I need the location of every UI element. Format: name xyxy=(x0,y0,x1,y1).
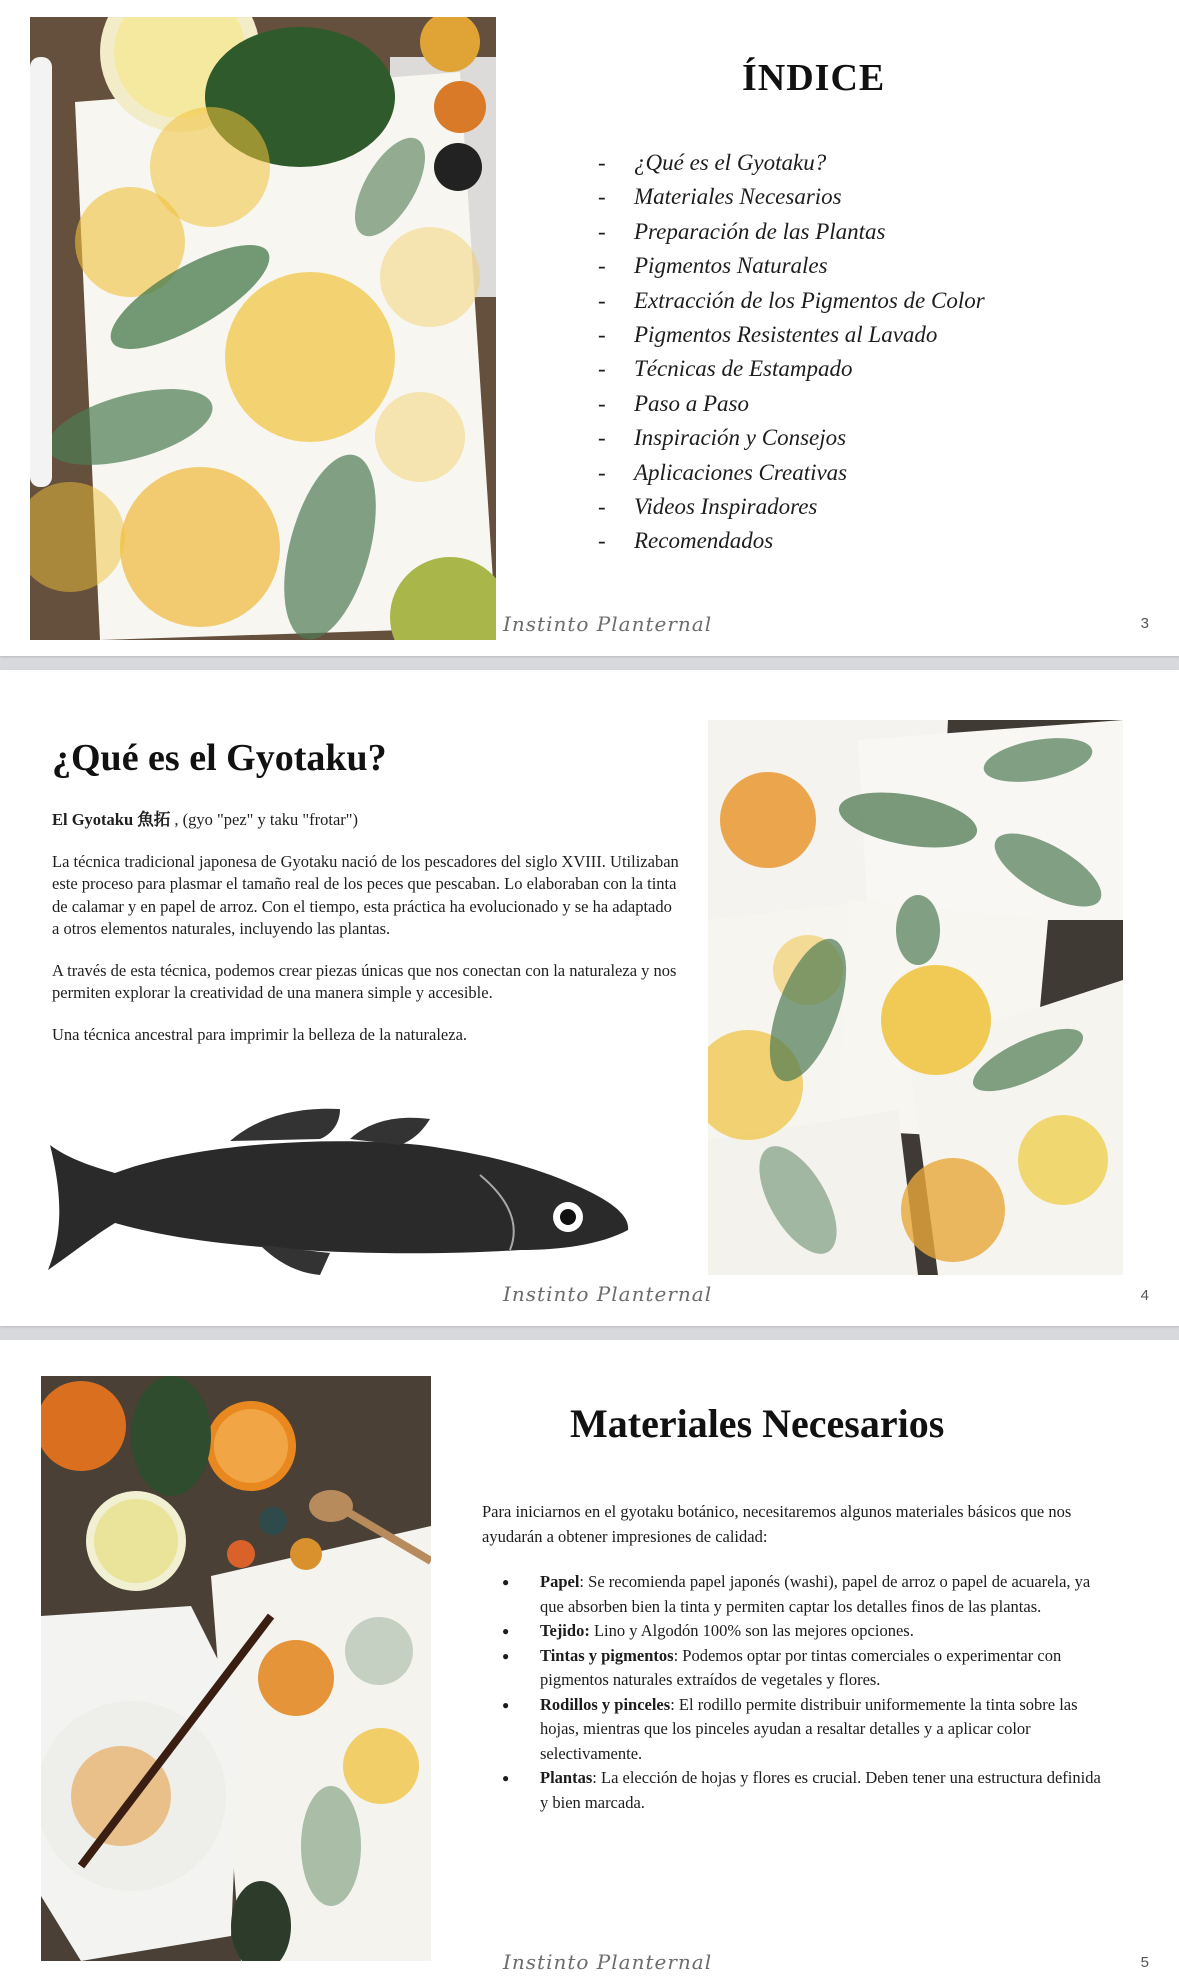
toc-item[interactable]: - Videos Inspiradores xyxy=(598,494,818,520)
toc-item[interactable]: - ¿Qué es el Gyotaku? xyxy=(598,150,827,175)
toc-item[interactable]: - Técnicas de Estampado xyxy=(598,356,853,382)
materials-list xyxy=(482,1570,1102,1815)
botanical-print-photo xyxy=(30,17,496,640)
signature-logo: Instinto Planternal xyxy=(503,1282,713,1306)
lead-line: El Gyotaku 魚拓 , (gyo "pez" y taku "frotar") xyxy=(52,810,359,829)
materials-flatlay-photo xyxy=(41,1376,431,1961)
list-item: ● Tejido: Lino y Algodón 100% son las mejores opciones. xyxy=(482,1619,1102,1644)
toc-item[interactable]: - Aplicaciones Creativas xyxy=(598,459,848,485)
toc-item[interactable]: - Pigmentos Resistentes al Lavado xyxy=(598,322,938,348)
paragraph: La técnica tradicional japonesa de Gyotaku nació de los pescadores del siglo XVIII. Utilizaban este proceso para plasmar el tamaño real de los peces que pescaban. Lo elaboraban con la tinta de calamar y en papel de arroz. Con el tiempo, esta práctica ha evolucionado y se ha adaptado a otros elementos naturales, incluyendo las plantas. xyxy=(52,851,679,938)
toc-item[interactable]: - Recomendados xyxy=(598,528,774,554)
toc-item[interactable]: - Materiales Necesarios xyxy=(598,184,842,210)
toc-item[interactable]: - Extracción de los Pigmentos de Color xyxy=(598,287,985,313)
paragraph: Una técnica ancestral para imprimir la belleza de la naturaleza. xyxy=(52,1024,468,1044)
page-4 xyxy=(0,670,1179,1326)
page-3 xyxy=(0,0,1179,656)
signature-logo: Instinto Planternal xyxy=(503,612,713,636)
page-title: Materiales Necesarios xyxy=(570,1401,945,1446)
gyotaku-fish-print xyxy=(40,1105,630,1277)
list-item: ● Plantas: La elección de hojas y flores es crucial. Deben tener una estructura definida y bien marcada. xyxy=(482,1766,1102,1815)
list-item: ● Tintas y pigmentos: Podemos optar por tintas comerciales o experimentar con pigmentos naturales extraídos de vegetales y flores. xyxy=(482,1644,1102,1693)
botanical-prints-collage-photo xyxy=(708,720,1123,1275)
page-title: ¿Qué es el Gyotaku? xyxy=(52,737,387,779)
table-of-contents xyxy=(598,146,985,559)
signature-logo: Instinto Planternal xyxy=(503,1950,713,1974)
page-number: 5 xyxy=(1140,1954,1149,1971)
list-item: ● Rodillos y pinceles: El rodillo permite distribuir uniformemente la tinta sobre las hojas, mientras que los pinceles ayudan a resaltar detalles y a aplicar color selectivamente. xyxy=(482,1693,1102,1767)
page-5 xyxy=(0,1340,1179,1987)
toc-item[interactable]: - Preparación de las Plantas xyxy=(598,218,886,244)
page-number: 4 xyxy=(1140,1287,1149,1304)
page-title: ÍNDICE xyxy=(742,57,886,99)
page-number: 3 xyxy=(1140,615,1149,632)
list-item: ● Papel: Se recomienda papel japonés (washi), papel de arroz o papel de acuarela, ya que absorben bien la tinta y permiten captar los detalles finos de las plantas. xyxy=(482,1570,1102,1619)
toc-item[interactable]: - Paso a Paso xyxy=(598,390,749,416)
body-text xyxy=(52,809,680,1065)
toc-item[interactable]: - Pigmentos Naturales xyxy=(598,253,828,279)
paragraph: A través de esta técnica, podemos crear piezas únicas que nos conectan con la naturaleza y nos permiten explorar la creatividad de una manera simple y accesible. xyxy=(52,960,677,1002)
intro-paragraph: Para iniciarnos en el gyotaku botánico, necesitaremos algunos materiales básicos que nos ayudarán a obtener impresiones de calidad: xyxy=(482,1502,1072,1546)
toc-item[interactable]: - Inspiración y Consejos xyxy=(598,425,847,451)
